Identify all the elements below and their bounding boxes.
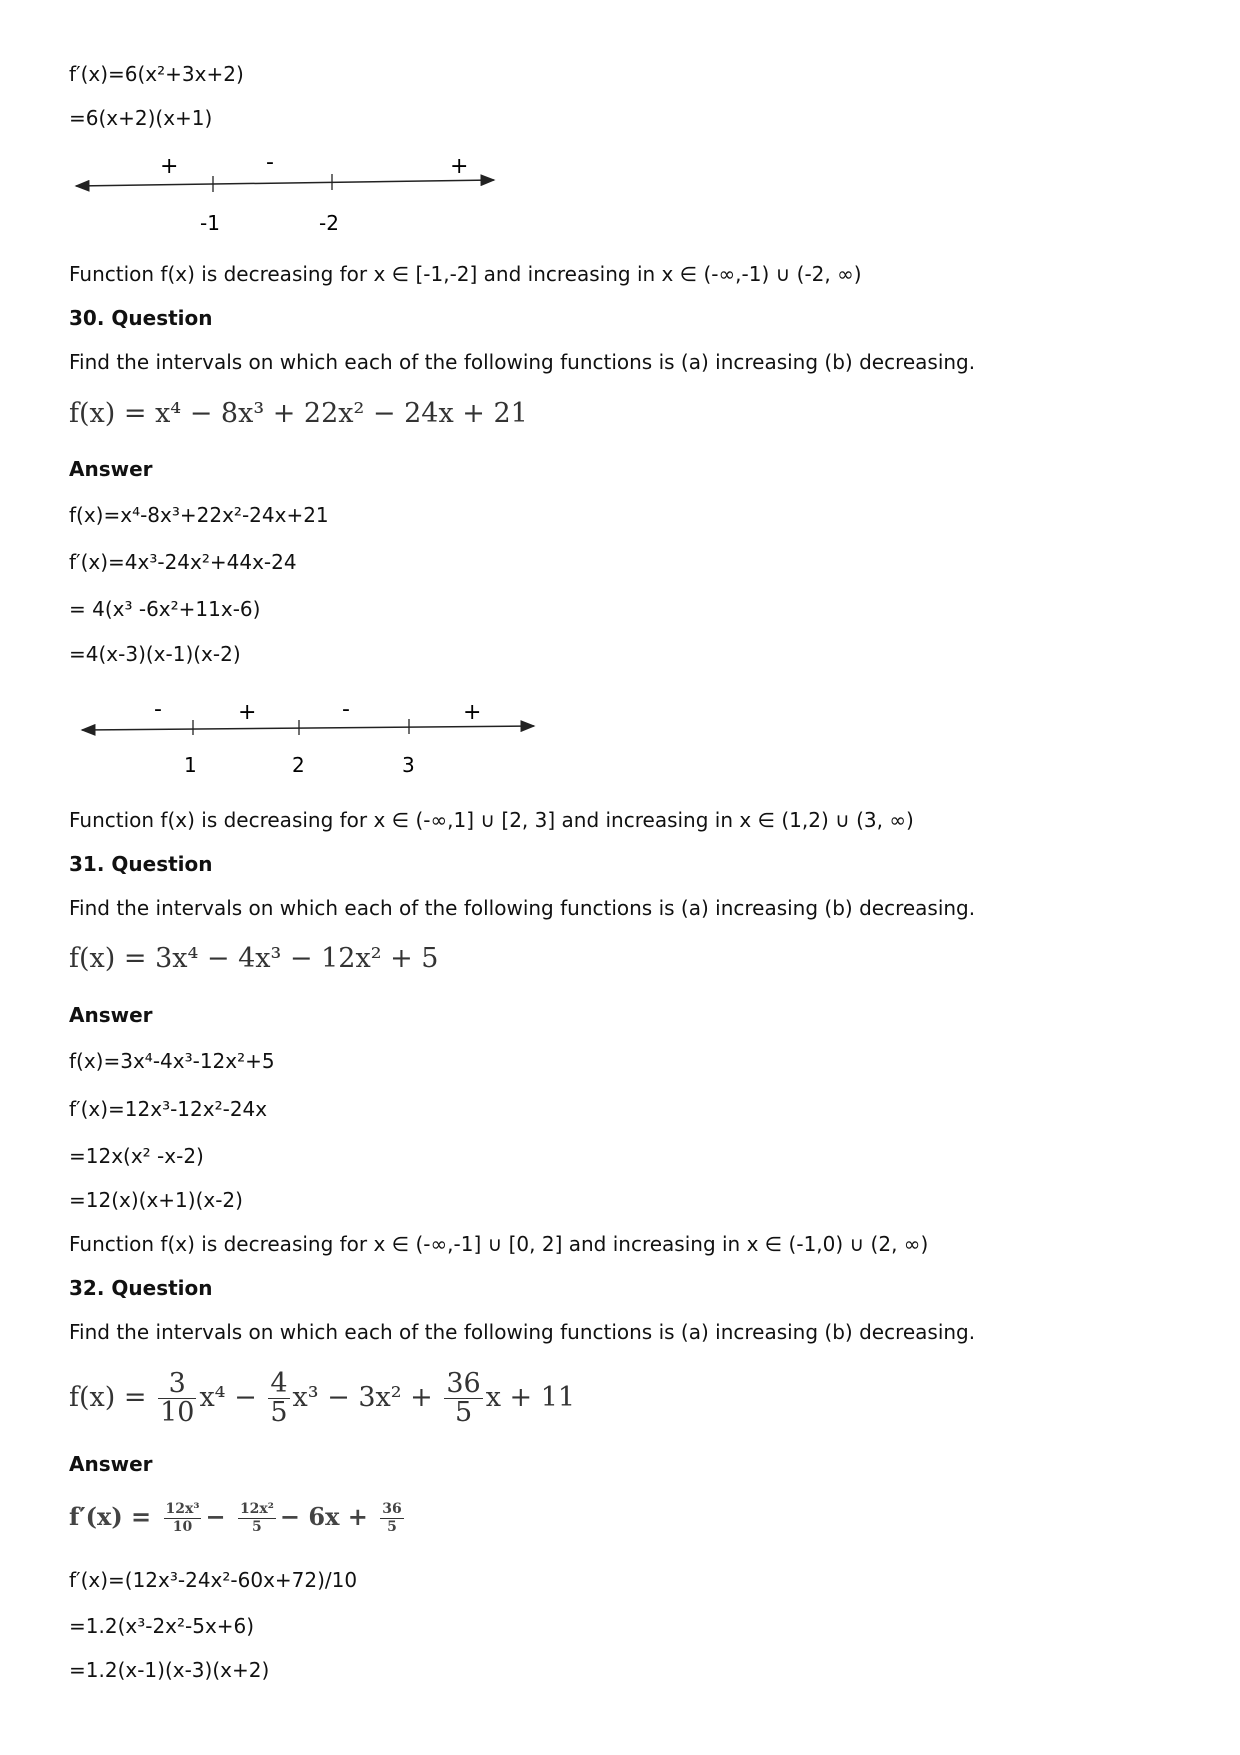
step-line: f(x)=x⁴-8x³+22x²-24x+21 <box>69 503 329 527</box>
step-line: f(x)=3x⁴-4x³-12x²+5 <box>69 1049 275 1073</box>
function-expression: f(x) = $\frac{3}{10}$ x⁴ − $\frac{4}{5}$ x³ − 3x² + $\frac{36}{5}$ x + 11 <box>69 1368 576 1428</box>
question-heading: 31. Question <box>69 852 213 876</box>
number-line-axis <box>76 180 494 186</box>
tick-label: -2 <box>319 211 339 235</box>
tick-label: 1 <box>184 753 197 777</box>
fraction: $\frac{\text{12x²}}{5}$ <box>239 1501 274 1535</box>
question-heading: 32. Question <box>69 1276 213 1300</box>
conclusion-text: Function f(x) is decreasing for x ∈ [-1,-2] and increasing in x ∈ (-∞,-1) ∪ (-2, ∞) <box>69 262 862 286</box>
step-line: =12(x)(x+1)(x-2) <box>69 1188 243 1212</box>
step-line: =4(x-3)(x-1)(x-2) <box>69 642 241 666</box>
question-prompt: Find the intervals on which each of the following functions is (a) increasing (b) decreasing. <box>69 350 976 374</box>
answer-label: Answer <box>69 1452 153 1476</box>
answer-label: Answer <box>69 457 153 481</box>
fraction: $\frac{\text{12x³}}{10}$ <box>165 1501 200 1535</box>
answer-label: Answer <box>69 1003 153 1027</box>
tick-label: 2 <box>292 753 305 777</box>
fraction: $\frac{36}{5}$ <box>446 1368 481 1428</box>
tick-label: 3 <box>402 753 415 777</box>
sign-label: - <box>342 697 350 722</box>
function-expression: f(x) = x⁴ − 8x³ + 22x² − 24x + 21 <box>69 398 528 429</box>
step-line: f′(x)=(12x³-24x²-60x+72)/10 <box>69 1568 358 1592</box>
step-line: =12x(x² -x-2) <box>69 1144 204 1168</box>
number-line-axis <box>82 726 534 730</box>
sign-label: + <box>238 700 257 725</box>
step-line: f′(x)=4x³-24x²+44x-24 <box>69 550 297 574</box>
function-lhs: f(x) = <box>69 1382 147 1413</box>
conclusion-text: Function f(x) is decreasing for x ∈ (-∞,1] ∪ [2, 3] and increasing in x ∈ (1,2) ∪ (3, ∞) <box>69 808 914 832</box>
tick-label: -1 <box>200 211 220 235</box>
conclusion-text: Function f(x) is decreasing for x ∈ (-∞,-1] ∪ [0, 2] and increasing in x ∈ (-1,0) ∪ (2, ∞) <box>69 1232 929 1256</box>
function-expression: f(x) = 3x⁴ − 4x³ − 12x² + 5 <box>69 943 439 974</box>
sign-chart-q29 <box>70 148 590 238</box>
factored-line: =6(x+2)(x+1) <box>69 106 213 130</box>
step-line: =1.2(x³-2x²-5x+6) <box>69 1614 255 1638</box>
sign-label: - <box>266 150 274 175</box>
fraction: $\frac{4}{5}$ <box>270 1368 288 1428</box>
step-line: = 4(x³ -6x²+11x-6) <box>69 597 261 621</box>
step-line: =1.2(x-1)(x-3)(x+2) <box>69 1658 270 1682</box>
step-line: f′(x)=12x³-12x²-24x <box>69 1097 268 1121</box>
sign-chart-q30 <box>78 688 638 778</box>
question-prompt: Find the intervals on which each of the following functions is (a) increasing (b) decreasing. <box>69 896 976 920</box>
derivative-line: f′(x)=6(x²+3x+2) <box>69 62 244 86</box>
sign-label: - <box>154 697 162 722</box>
fraction: $\frac{3}{10}$ <box>160 1368 195 1428</box>
question-heading: 30. Question <box>69 306 213 330</box>
sign-label: + <box>160 154 179 179</box>
sign-label: + <box>450 154 469 179</box>
question-prompt: Find the intervals on which each of the following functions is (a) increasing (b) decreasing. <box>69 1320 976 1344</box>
fraction: $\frac{36}{5}$ <box>382 1501 402 1535</box>
derivative-expression: f′(x) = $\frac{\text{12x³}}{10}$ − $\frac{\text{12x²}}{5}$ − 6x + $\frac{36}{5}$ <box>69 1501 402 1535</box>
sign-label: + <box>463 700 482 725</box>
